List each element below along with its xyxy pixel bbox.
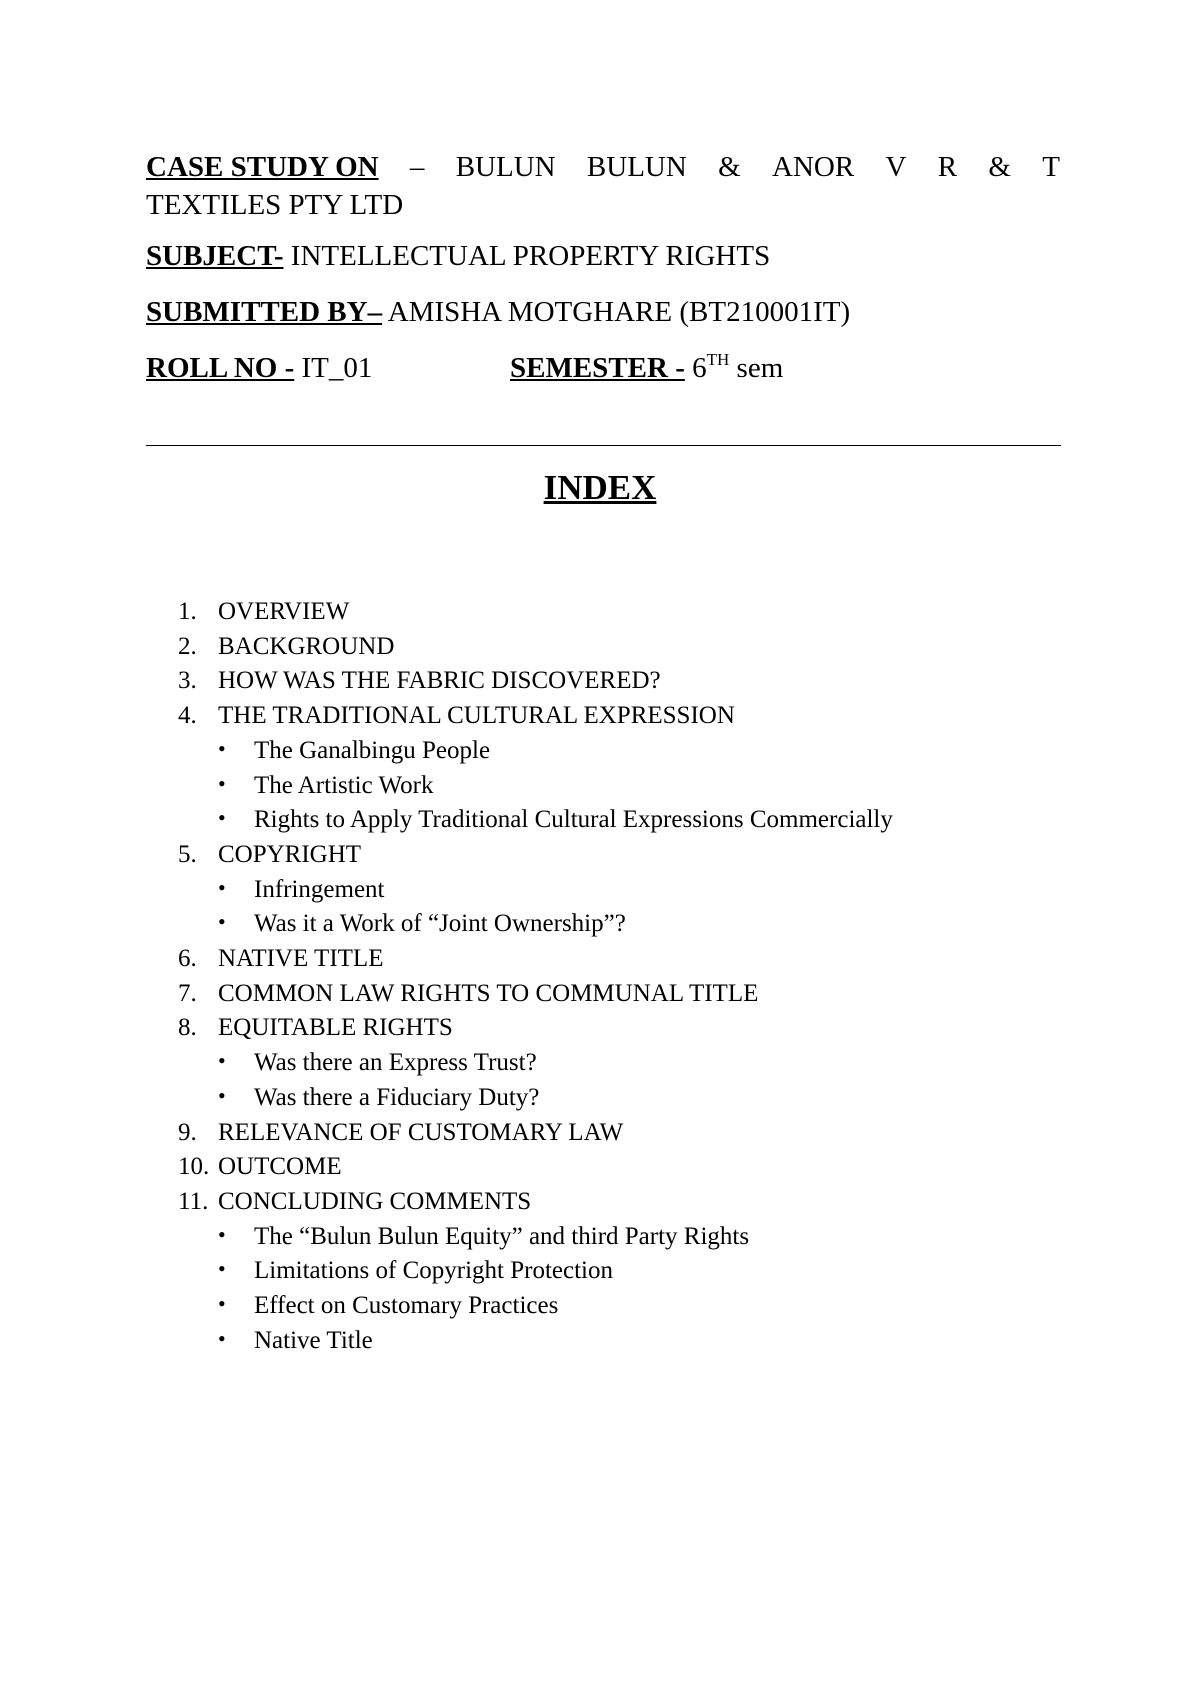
toc-item [178, 595, 893, 630]
table-of-contents [178, 595, 893, 1358]
bullet-icon: • [218, 805, 226, 831]
title-word: R [937, 151, 958, 183]
case-study-title-line-2: TEXTILES PTY LTD [146, 189, 404, 221]
toc-item-label: NATIVE TITLE [218, 945, 384, 973]
submitted-by-line [146, 296, 850, 329]
toc-item-label: COMMON LAW RIGHTS TO COMMUNAL TITLE [218, 979, 759, 1007]
title-word: BULUN [455, 151, 556, 183]
toc-item [178, 977, 893, 1012]
title-word: & [988, 151, 1011, 183]
bullet-icon: • [218, 1256, 226, 1282]
subject-value: INTELLECTUAL PROPERTY RIGHTS [283, 240, 771, 272]
toc-subitem [178, 1324, 893, 1359]
bullet-icon: • [218, 770, 226, 796]
toc-subitem-label: The Artistic Work [254, 771, 434, 799]
toc-subitem-label: The Ganalbingu People [254, 736, 491, 764]
toc-subitem [178, 1081, 893, 1116]
toc-item-number: 8. [178, 1014, 197, 1042]
semester-value: 6 [684, 352, 707, 384]
title-word: – [409, 151, 425, 183]
toc-subitem-label: Rights to Apply Traditional Cultural Expressions Commercially [254, 806, 893, 834]
toc-subitem [178, 1254, 893, 1289]
toc-item [178, 630, 893, 665]
toc-item [178, 1185, 893, 1220]
bullet-icon: • [218, 909, 226, 935]
toc-subitem-label: Effect on Customary Practices [254, 1292, 559, 1320]
bullet-icon: • [218, 874, 226, 900]
roll-no-label: ROLL NO - [146, 352, 295, 384]
toc-item-number: 1. [178, 598, 197, 625]
title-word: T [1042, 151, 1060, 183]
case-study-title-line-1 [146, 148, 1060, 186]
toc-subitem [178, 1220, 893, 1255]
toc-item-number: 2. [178, 632, 197, 660]
case-study-label: CASE STUDY ON [146, 151, 379, 183]
toc-item-number: 9. [178, 1118, 197, 1146]
semester-label: SEMESTER - [510, 352, 685, 384]
toc-item-label: BACKGROUND [218, 632, 395, 660]
toc-item-label: THE TRADITIONAL CULTURAL EXPRESSION [218, 702, 735, 730]
toc-item-label: CONCLUDING COMMENTS [218, 1187, 532, 1215]
title-word: V [885, 151, 907, 183]
toc-subitem [178, 907, 893, 942]
subject-label: SUBJECT- [146, 240, 284, 272]
toc-item-number: 7. [178, 979, 197, 1007]
title-word: & [718, 151, 741, 183]
bullet-icon: • [218, 1291, 226, 1317]
toc-item-number: 4. [178, 702, 197, 730]
submitted-by-label: SUBMITTED BY– [146, 296, 383, 328]
toc-item-label: OUTCOME [218, 1153, 342, 1181]
title-word: BULUN [586, 151, 687, 183]
subject-line [146, 240, 770, 273]
bullet-icon: • [218, 1325, 226, 1351]
case-study-heading [146, 148, 1060, 224]
toc-item [178, 838, 893, 873]
toc-subitem-label: Infringement [254, 875, 385, 903]
toc-item-number: 3. [178, 667, 197, 695]
bullet-icon: • [218, 1048, 226, 1074]
toc-item-number: 10. [178, 1153, 210, 1181]
toc-subitem [178, 1046, 893, 1081]
submitted-by-value: AMISHA MOTGHARE (BT210001IT) [382, 296, 851, 328]
bullet-icon: • [218, 1082, 226, 1108]
toc-subitem-label: Limitations of Copyright Protection [254, 1257, 613, 1285]
index-title: INDEX [543, 468, 657, 507]
toc-item-label: COPYRIGHT [218, 840, 362, 868]
toc-subitem [178, 803, 893, 838]
toc-subitem [178, 734, 893, 769]
toc-subitem [178, 1289, 893, 1324]
roll-no-value: IT_01 [294, 352, 373, 384]
semester-line [510, 352, 783, 385]
semester-suffix: sem [729, 352, 784, 384]
toc-item [178, 664, 893, 699]
horizontal-rule [146, 445, 1061, 446]
toc-item [178, 1116, 893, 1151]
bullet-icon: • [218, 735, 226, 761]
toc-item-label: RELEVANCE OF CUSTOMARY LAW [218, 1118, 624, 1146]
bullet-icon: • [218, 1221, 226, 1247]
toc-item [178, 1150, 893, 1185]
toc-subitem-label: Was it a Work of “Joint Ownership”? [254, 910, 626, 938]
toc-subitem-label: Was there an Express Trust? [254, 1049, 537, 1077]
toc-item [178, 1011, 893, 1046]
toc-item-label: OVERVIEW [218, 598, 350, 625]
semester-superscript: TH [706, 350, 730, 369]
toc-item-number: 11. [178, 1187, 209, 1215]
roll-no-line [146, 352, 372, 385]
toc-subitem-label: The “Bulun Bulun Equity” and third Party Rights [254, 1222, 750, 1250]
toc-subitem [178, 769, 893, 804]
toc-item-number: 6. [178, 945, 197, 973]
toc-item [178, 942, 893, 977]
toc-subitem-label: Native Title [254, 1326, 373, 1354]
toc-item [178, 699, 893, 734]
toc-item-label: HOW WAS THE FABRIC DISCOVERED? [218, 667, 661, 695]
toc-subitem [178, 873, 893, 908]
toc-item-label: EQUITABLE RIGHTS [218, 1014, 453, 1042]
toc-item-number: 5. [178, 840, 197, 868]
toc-subitem-label: Was there a Fiduciary Duty? [254, 1083, 540, 1111]
title-word: ANOR [772, 151, 855, 183]
